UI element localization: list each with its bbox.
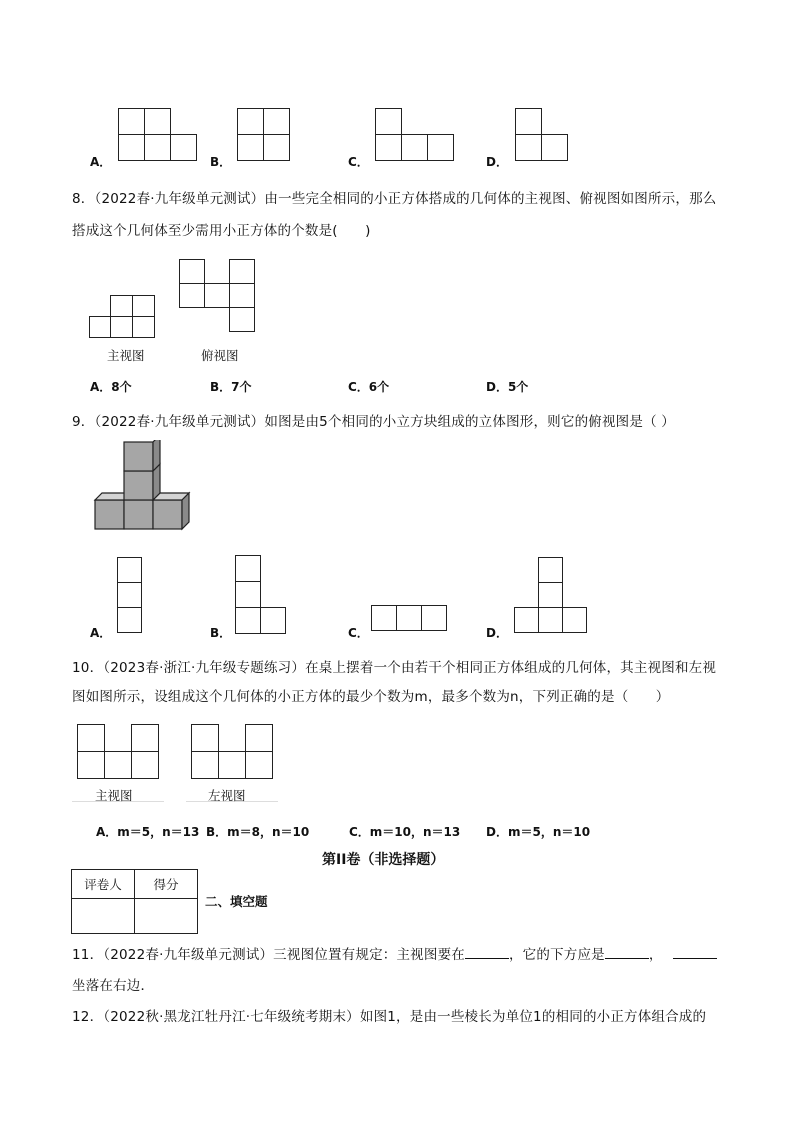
q9-option-c[interactable]: C． bbox=[348, 626, 369, 640]
q8-option-c[interactable]: C．6个 bbox=[348, 380, 390, 394]
q10-option-a[interactable]: A．m＝5，n＝13 bbox=[96, 825, 200, 839]
section2-title: 第II卷（非选择题） bbox=[322, 852, 445, 868]
q10-option-b[interactable]: B．m＝8，n＝10 bbox=[206, 825, 310, 839]
score-table-score-header: 得分 bbox=[135, 870, 198, 899]
q8-option-d[interactable]: D．5个 bbox=[486, 380, 529, 394]
score-table bbox=[71, 869, 198, 934]
q11-blank-3[interactable] bbox=[673, 944, 717, 959]
q10-stem-line2: 图如图所示，设组成这个几何体的小正方体的最少个数为m，最多个数为n，下列正确的是（ ） bbox=[72, 689, 670, 705]
q11-stem-line2: 坐落在右边． bbox=[72, 978, 155, 994]
q11-part3: ， bbox=[648, 947, 663, 963]
q9-option-b[interactable]: B． bbox=[210, 626, 232, 640]
q7-option-b[interactable]: B． bbox=[210, 155, 232, 169]
q7-option-a[interactable]: A． bbox=[90, 155, 112, 169]
q10-front-view-label: 主视图 bbox=[95, 788, 133, 803]
q9-option-a[interactable]: A． bbox=[90, 626, 112, 640]
q7-option-d[interactable]: D． bbox=[486, 155, 508, 169]
score-table-grader-header: 评卷人 bbox=[72, 870, 135, 899]
q9-3d-figure bbox=[92, 440, 192, 532]
q8-option-a[interactable]: A．8个 bbox=[90, 380, 132, 394]
score-table-grader-cell[interactable] bbox=[72, 899, 135, 934]
q8-front-view-label: 主视图 bbox=[107, 348, 145, 363]
q8-stem-line1: 8．（2022春·九年级单元测试）由一些完全相同的小正方体搭成的几何体的主视图、俯视图如图所示，那么 bbox=[72, 191, 717, 207]
q11-blank-1[interactable] bbox=[465, 944, 509, 959]
score-table-score-cell[interactable] bbox=[135, 899, 198, 934]
q8-option-b[interactable]: B．7个 bbox=[210, 380, 252, 394]
q10-option-c[interactable]: C．m＝10，n＝13 bbox=[349, 825, 461, 839]
q10-stem-line1: 10．（2023春·浙江·九年级专题练习）在桌上摆着一个由若干个相同正方体组成的几何体，其主视图和左视 bbox=[72, 660, 717, 676]
q12-stem-line1: 12．（2022秋·黑龙江牡丹江·七年级统考期末）如图1，是由一些棱长为单位1的相同的小正方体组合成的 bbox=[72, 1009, 707, 1025]
q11-part2: ，它的下方应是 bbox=[508, 947, 605, 963]
q11-blank-2[interactable] bbox=[605, 944, 649, 959]
q11-part1: 11．（2022春·九年级单元测试）三视图位置有规定：主视图要在 bbox=[72, 947, 465, 963]
q9-stem-line1: 9．（2022春·九年级单元测试）如图是由5个相同的小立方块组成的立体图形，则它的俯视图是（ ） bbox=[72, 414, 675, 430]
q10-option-d[interactable]: D．m＝5，n＝10 bbox=[486, 825, 591, 839]
q10-left-view-label: 左视图 bbox=[208, 788, 246, 803]
section2-heading: 二、填空题 bbox=[205, 894, 268, 909]
q8-top-view-label: 俯视图 bbox=[201, 348, 239, 363]
q7-option-c[interactable]: C． bbox=[348, 155, 369, 169]
q9-option-d[interactable]: D． bbox=[486, 626, 508, 640]
q11-stem-line1 bbox=[72, 943, 717, 963]
q8-stem-line2: 搭成这个几何体至少需用小正方体的个数是( ) bbox=[72, 223, 371, 239]
